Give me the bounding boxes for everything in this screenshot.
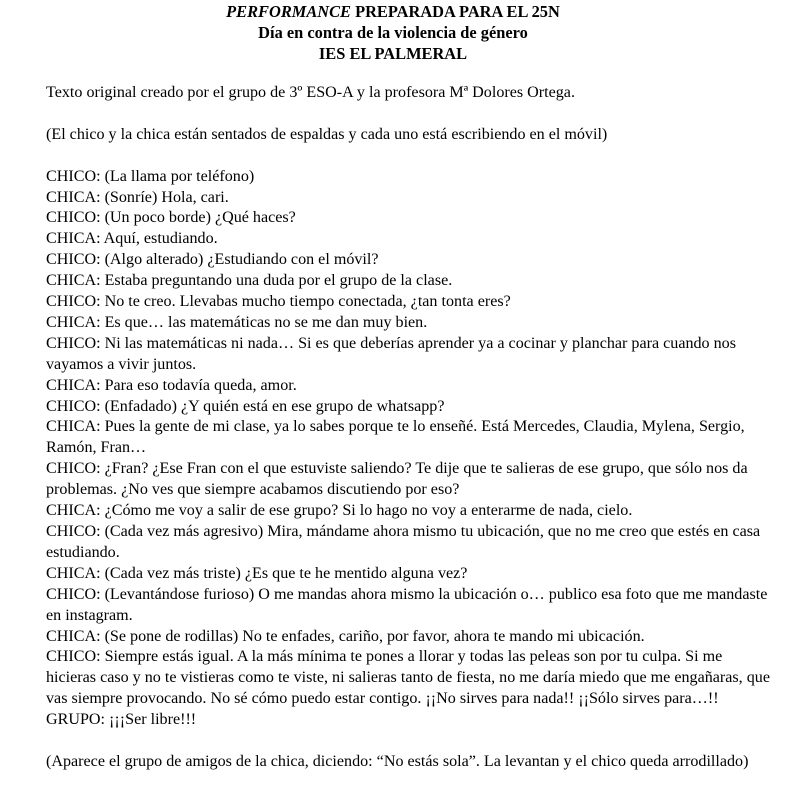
intro-paragraph: Texto original creado por el grupo de 3º ESO-A y la profesora Mª Dolores Ortega. [46, 84, 575, 101]
dialogue-line: CHICO: (Levantándose furioso) O me mandas ahora mismo la ubicación o… publico esa foto que me mandaste en instagram. [46, 585, 768, 624]
dialogue-line: CHICA: (Cada vez más triste) ¿Es que te he mentido alguna vez? [46, 564, 468, 582]
dialogue-line: CHICA: Pues la gente de mi clase, ya lo sabes porque te lo enseñé. Está Mercedes, Claudia, Mylena, Sergio, Ramón, Fran… [46, 418, 745, 457]
dialogue-line: CHICO: ¿Fran? ¿Ese Fran con el que estuviste saliendo? Te dije que te salieras de ese grupo, que sólo nos da problemas. ¿No ves que siempre acabamos discutiendo por eso? [46, 460, 748, 499]
dialogue-line: CHICA: Para eso todavía queda, amor. [46, 376, 297, 394]
dialogue-line: CHICO: (Cada vez más agresivo) Mira, mándame ahora mismo tu ubicación, que no me creo que estés en casa estudiando. [46, 523, 761, 561]
school-name: IES EL PALMERAL [318, 44, 468, 63]
document-title [0, 1, 786, 22]
dialogue-line: CHICO: No te creo. Llevabas mucho tiempo conectada, ¿tan tonta eres? [46, 293, 511, 311]
dialogue-line: CHICA: Aquí, estudiando. [46, 230, 218, 248]
dialogue-line: CHICA: Es que… las matemáticas no se me dan muy bien. [46, 313, 428, 331]
title-italic: PERFORMANCE [226, 2, 351, 21]
dialogue-line: CHICO: Ni las matemáticas ni nada… Si es que deberías aprender ya a cocinar y planchar para cuando nos vayamos a vivir juntos. [46, 334, 736, 373]
dialogue-line: CHICO: (La llama por teléfono) [46, 167, 255, 185]
dialogue-line: GRUPO: ¡¡¡Ser libre!!! [46, 711, 197, 729]
dialogue-line: CHICO: (Algo alterado) ¿Estudiando con el móvil? [46, 251, 379, 269]
dialogue-line: CHICA: (Se pone de rodillas) No te enfades, cariño, por favor, ahora te mando mi ubicación. [46, 627, 645, 645]
dialogue-line: CHICO: (Un poco borde) ¿Qué haces? [46, 209, 296, 227]
dialogue-line: CHICO: (Enfadado) ¿Y quién está en ese grupo de whatsapp? [46, 397, 445, 415]
dialogue-line: CHICA: Estaba preguntando una duda por el grupo de la clase. [46, 272, 453, 290]
stage-direction-opening: (El chico y la chica están sentados de espaldas y cada uno está escribiendo en el móvil) [46, 125, 608, 143]
document-header [0, 0, 786, 64]
dialogue-line: CHICO: Siempre estás igual. A la más mínima te pones a llorar y todas las peleas son por tu culpa. Si me hicieras caso y no te vistieras como te viste, ni salieras tanto de fiesta, no me daría miedo que me engañaras, que vas siempre provocando. No sé cómo puedo estar contigo. ¡¡No sirves para nada!! ¡¡Sólo sirves para…!! [46, 648, 770, 708]
dialogue-line: CHICA: ¿Cómo me voy a salir de ese grupo? Si lo hago no voy a enterarme de nada, cielo. [46, 502, 633, 520]
document-body [46, 83, 771, 773]
stage-direction-closing: (Aparece el grupo de amigos de la chica, diciendo: “No estás sola”. La levantan y el chico queda arrodillado) [46, 752, 749, 770]
dialogue-line: CHICA: (Sonríe) Hola, cari. [46, 188, 229, 206]
document-subtitle: Día en contra de la violencia de género [258, 23, 528, 42]
title-rest: PREPARADA PARA EL 25N [350, 2, 560, 21]
